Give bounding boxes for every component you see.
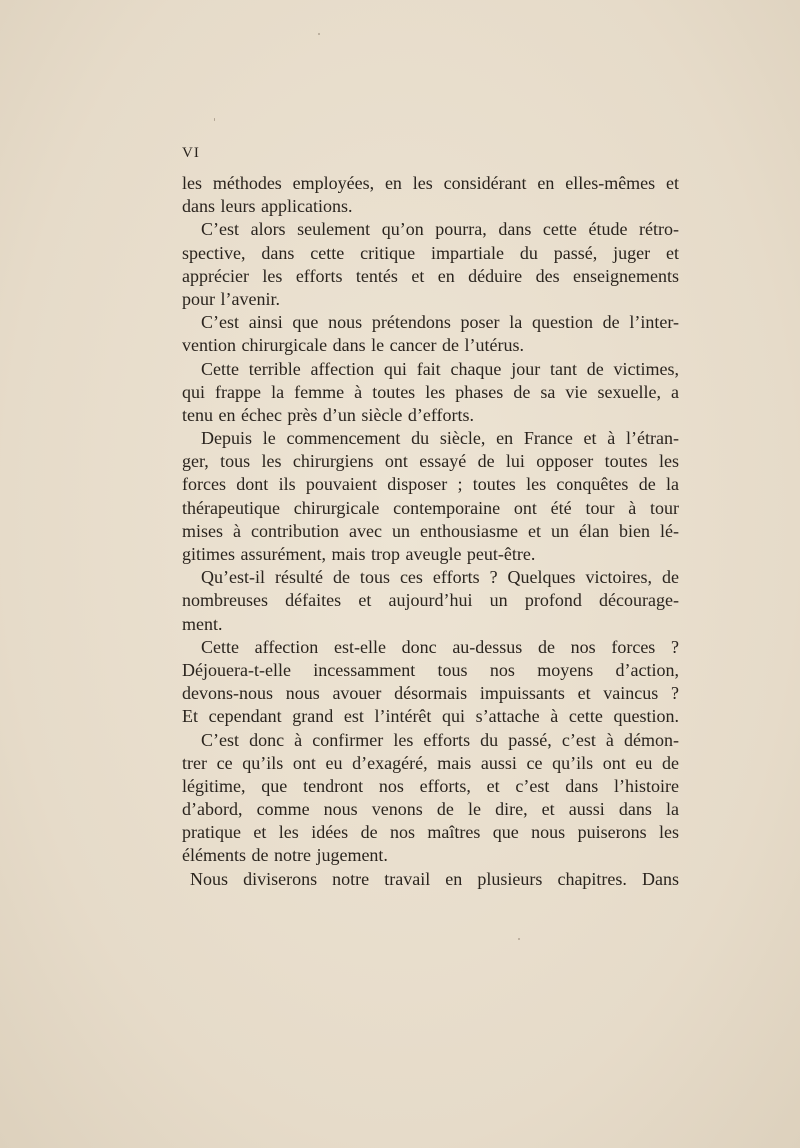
text-line: Qu’est-il résulté de tous ces efforts ? Quelques victoires, de — [201, 567, 679, 588]
body-text — [182, 172, 679, 891]
text-line: C’est donc à confirmer les efforts du passé, c’est à démon- — [201, 729, 679, 750]
text-line: éléments de notre jugement. — [182, 845, 388, 866]
text-line: trer ce qu’ils ont eu d’exagéré, mais aussi ce qu’ils ont eu de — [182, 752, 679, 773]
text-line: Nous diviserons notre travail en plusieurs chapitres. Dans — [190, 868, 679, 889]
text-line: devons-nous nous avouer désormais impuissants et vaincus ? — [182, 683, 679, 704]
text-line: C’est ainsi que nous prétendons poser la question de l’inter- — [201, 312, 679, 333]
text-line: thérapeutique chirurgicale contemporaine ont été tour à tour — [182, 497, 679, 518]
text-line: forces dont ils pouvaient disposer ; toutes les conquêtes de la — [182, 474, 679, 495]
text-line: apprécier les efforts tentés et en déduire des enseignements — [182, 265, 679, 286]
text-line: légitime, que tendront nos efforts, et c’est dans l’histoire — [182, 775, 679, 796]
paper-speck — [318, 33, 320, 35]
text-line: gitimes assurément, mais trop aveugle peut-être. — [182, 544, 536, 564]
text-line: ment. — [182, 613, 223, 634]
text-line: ger, tous les chirurgiens ont essayé de lui opposer toutes les — [182, 451, 679, 472]
page-number: VI — [182, 145, 200, 161]
paper-speck — [214, 118, 215, 121]
text-line: vention chirurgicale dans le cancer de l’utérus. — [182, 335, 525, 356]
text-line: dans leurs applications. — [182, 196, 353, 217]
text-line: Et cependant grand est l’intérêt qui s’attache à cette question. — [182, 706, 679, 727]
text-line: C’est alors seulement qu’on pourra, dans cette étude rétro- — [201, 219, 679, 240]
text-line: Depuis le commencement du siècle, en France et à l’étran- — [201, 428, 679, 449]
text-line: pratique et les idées de nos maîtres que nous puiserons les — [182, 822, 679, 843]
text-line: les méthodes employées, en les considérant en elles-mêmes et — [182, 173, 679, 193]
text-line: Cette affection est-elle donc au-dessus de nos forces ? — [201, 636, 679, 657]
text-line: nombreuses défaites et aujourd’hui un profond décourage- — [182, 590, 679, 611]
text-line: tenu en échec près d’un siècle d’efforts. — [182, 404, 475, 425]
text-line: Déjouera-t-elle incessamment tous nos moyens d’action, — [182, 659, 679, 680]
text-line: mises à contribution avec un enthousiasme et un élan bien lé- — [182, 520, 679, 541]
text-line: Cette terrible affection qui fait chaque jour tant de victimes, — [201, 358, 679, 379]
paper-speck — [518, 938, 520, 940]
text-line: pour l’avenir. — [182, 288, 280, 309]
text-line: qui frappe la femme à toutes les phases de sa vie sexuelle, a — [182, 381, 679, 402]
text-line: d’abord, comme nous venons de le dire, et aussi dans la — [182, 799, 679, 820]
text-line: spective, dans cette critique impartiale du passé, juger et — [182, 242, 679, 263]
